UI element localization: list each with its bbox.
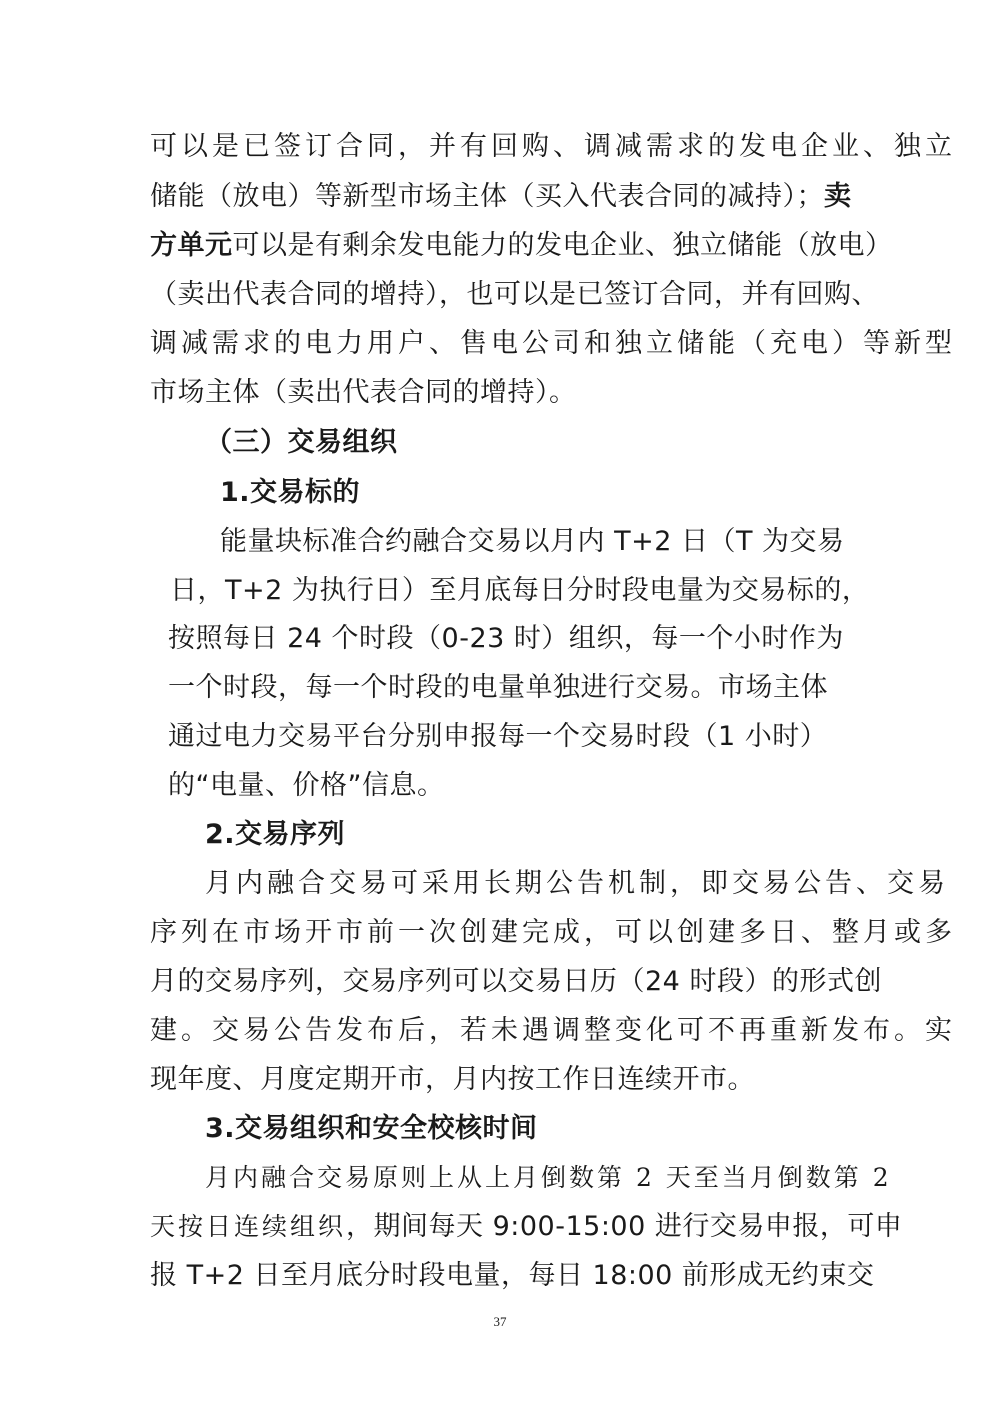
body-line-9: 按照每日 24 个时段（0-23 时）组织，每一个小时作为	[168, 623, 844, 654]
body-line-12: 的“电量、价格”信息。	[168, 770, 445, 801]
body-line-7: 能量块标准合约融合交易以月内 T+2 日（T 为交易	[220, 526, 845, 557]
body-line-19	[150, 1210, 902, 1244]
body-line-20: 报 T+2 日至月底分时段电量，每日 18:00 前形成无约束交	[150, 1260, 875, 1291]
subsection-heading-1: 1.交易标的	[220, 477, 361, 508]
subsection-heading-3: 3.交易组织和安全校核时间	[205, 1113, 538, 1144]
bold-term: 方单元	[150, 230, 233, 261]
body-line-8: 日，T+2 为执行日）至月底每日分时段电量为交易标的，	[170, 575, 870, 606]
body-line-16: 建。交易公告发布后，若未遇调整变化可不再重新发布。实	[150, 1015, 956, 1046]
body-line-3	[150, 229, 893, 263]
bold-term: 卖	[824, 181, 852, 212]
body-line-4: （卖出代表合同的增持），也可以是已签订合同，并有回购、	[150, 279, 879, 310]
subsection-heading-2: 2.交易序列	[205, 819, 346, 850]
body-line-5: 调减需求的电力用户、售电公司和独立储能（充电）等新型	[150, 328, 956, 359]
body-line-6: 市场主体（卖出代表合同的增持）。	[150, 377, 577, 408]
section-heading: （三）交易组织	[205, 427, 398, 458]
page-number: 37	[493, 1314, 507, 1329]
body-line-18: 月内融合交易原则上从上月倒数第 2 天至当月倒数第 2	[205, 1163, 892, 1192]
body-line-11: 通过电力交易平台分别申报每一个交易时段（1 小时）	[168, 721, 828, 752]
body-line-13: 月内融合交易可采用长期公告机制，即交易公告、交易	[205, 868, 949, 899]
body-text: 储能（放电）等新型市场主体（买入代表合同的减持）；	[150, 181, 824, 212]
body-text: ，期间每天 9:00-15:00 进行交易申报，可申	[346, 1211, 903, 1242]
body-line-17: 现年度、月度定期开市，月内按工作日连续开市。	[150, 1064, 755, 1095]
body-text: 可以是有剩余发电能力的发电企业、独立储能（放电）	[232, 230, 893, 261]
body-line-10: 一个时段，每一个时段的电量单独进行交易。市场主体	[168, 672, 828, 703]
body-line-2	[150, 180, 852, 214]
body-line-14: 序列在市场开市前一次创建完成，可以创建多日、整月或多	[150, 917, 956, 948]
body-line-15: 月的交易序列，交易序列可以交易日历（24 时段）的形式创	[150, 966, 882, 997]
body-line-1: 可以是已签订合同，并有回购、调减需求的发电企业、独立	[150, 131, 956, 162]
body-text-serif: 天按日连续组织	[150, 1212, 347, 1241]
